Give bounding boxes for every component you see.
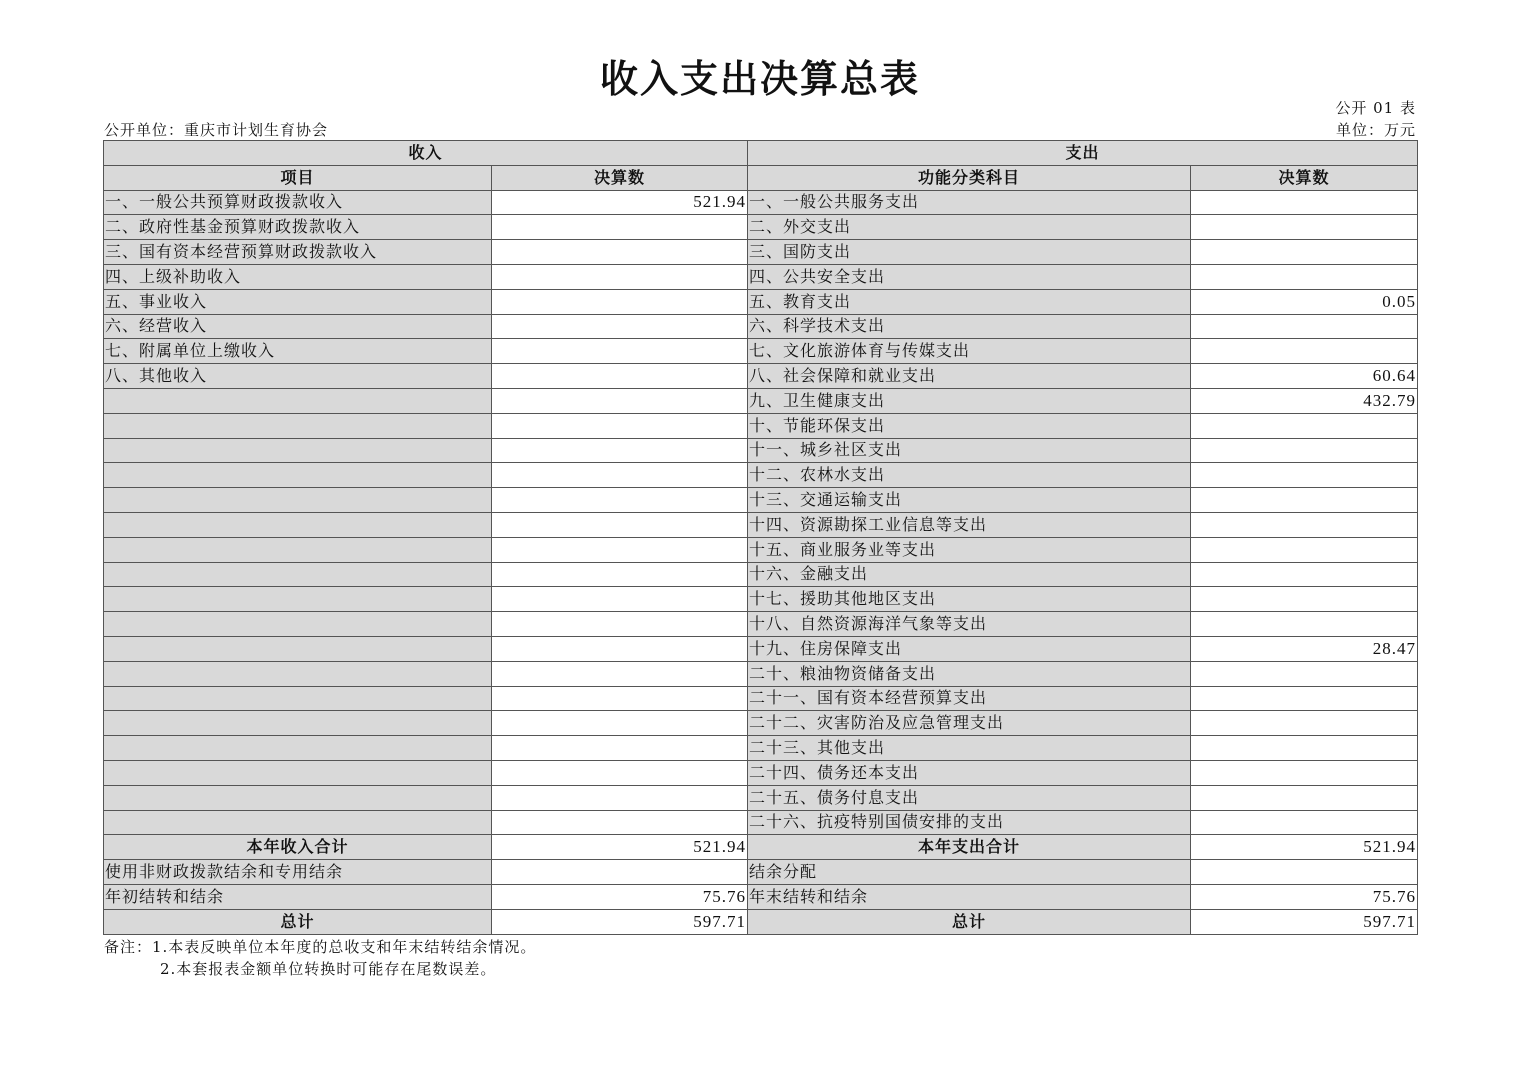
beginning-carryover-label: 年初结转和结余	[104, 884, 492, 909]
table-row	[104, 686, 1418, 711]
year-total-row	[104, 835, 1418, 860]
income-amount	[492, 612, 748, 637]
income-item-label: 一、一般公共预算财政拨款收入	[104, 190, 492, 215]
expense-amount	[1191, 736, 1418, 761]
expense-category-label: 九、卫生健康支出	[748, 388, 1191, 413]
income-item-label	[104, 686, 492, 711]
expense-category-label: 二十四、债务还本支出	[748, 760, 1191, 785]
income-amount	[492, 512, 748, 537]
grand-total-value-income: 597.71	[492, 909, 748, 934]
surplus-distribution-value	[1191, 860, 1418, 885]
income-item-label	[104, 388, 492, 413]
expense-section-header: 支出	[748, 141, 1418, 166]
expense-amount	[1191, 686, 1418, 711]
expense-amount	[1191, 612, 1418, 637]
expense-amount	[1191, 463, 1418, 488]
expense-category-label: 十八、自然资源海洋气象等支出	[748, 612, 1191, 637]
currency-unit: 单位：万元	[1335, 121, 1416, 139]
table-row	[104, 636, 1418, 661]
table-row	[104, 512, 1418, 537]
income-amount	[492, 537, 748, 562]
income-item-label	[104, 736, 492, 761]
expense-category-label: 十四、资源勘探工业信息等支出	[748, 512, 1191, 537]
expense-category-label: 八、社会保障和就业支出	[748, 364, 1191, 389]
ending-carryover-value: 75.76	[1191, 884, 1418, 909]
expense-amount	[1191, 215, 1418, 240]
income-amount	[492, 711, 748, 736]
expense-category-label: 二十二、灾害防治及应急管理支出	[748, 711, 1191, 736]
page-title: 收入支出决算总表	[599, 56, 920, 101]
expense-category-label: 二十一、国有资本经营预算支出	[748, 686, 1191, 711]
income-amount	[492, 240, 748, 265]
grand-total-value-expense: 597.71	[1191, 909, 1418, 934]
table-row	[104, 215, 1418, 240]
income-item-label	[104, 711, 492, 736]
income-item-label: 四、上级补助收入	[104, 264, 492, 289]
note-1: 备注：1.本表反映单位本年度的总收支和年末结转结余情况。	[104, 938, 537, 956]
income-amount	[492, 736, 748, 761]
year-income-total-label: 本年收入合计	[104, 835, 492, 860]
income-item-label	[104, 612, 492, 637]
income-item-label	[104, 562, 492, 587]
income-amount	[492, 686, 748, 711]
expense-category-label: 二十、粮油物资储备支出	[748, 661, 1191, 686]
expense-category-label: 二、外交支出	[748, 215, 1191, 240]
income-amount	[492, 463, 748, 488]
income-item-label	[104, 587, 492, 612]
expense-category-label: 三、国防支出	[748, 240, 1191, 265]
expense-amount	[1191, 661, 1418, 686]
income-amount	[492, 413, 748, 438]
table-row	[104, 736, 1418, 761]
expense-category-label: 二十三、其他支出	[748, 736, 1191, 761]
income-item-label	[104, 438, 492, 463]
expense-amount	[1191, 537, 1418, 562]
table-row	[104, 438, 1418, 463]
income-section-header: 收入	[104, 141, 748, 166]
expense-category-label: 一、一般公共服务支出	[748, 190, 1191, 215]
income-amount	[492, 364, 748, 389]
income-amount	[492, 289, 748, 314]
grand-total-label-income: 总计	[104, 909, 492, 934]
income-item-label	[104, 512, 492, 537]
notes	[104, 936, 536, 980]
section-header-row	[104, 141, 1418, 166]
expense-category-label: 十二、农林水支出	[748, 463, 1191, 488]
income-amount	[492, 661, 748, 686]
income-item-label	[104, 463, 492, 488]
income-amount	[492, 760, 748, 785]
table-row	[104, 289, 1418, 314]
function-category-header: 功能分类科目	[748, 165, 1191, 190]
detail-rows	[104, 190, 1418, 835]
nonfiscal-row	[104, 860, 1418, 885]
income-item-label	[104, 636, 492, 661]
expense-amount	[1191, 562, 1418, 587]
table-row	[104, 661, 1418, 686]
income-item-label	[104, 810, 492, 835]
expense-amount	[1191, 785, 1418, 810]
expense-amount-header: 决算数	[1191, 165, 1418, 190]
table-row	[104, 190, 1418, 215]
year-income-total-value: 521.94	[492, 835, 748, 860]
unit-line	[104, 119, 1416, 139]
expense-amount	[1191, 413, 1418, 438]
year-expense-total-label: 本年支出合计	[748, 835, 1191, 860]
expense-amount	[1191, 314, 1418, 339]
expense-category-label: 二十五、债务付息支出	[748, 785, 1191, 810]
form-number: 公开 01 表	[1335, 99, 1416, 117]
income-amount	[492, 339, 748, 364]
income-amount	[492, 438, 748, 463]
expense-amount	[1191, 810, 1418, 835]
table-row	[104, 785, 1418, 810]
surplus-distribution-label: 结余分配	[748, 860, 1191, 885]
income-amount	[492, 810, 748, 835]
income-amount	[492, 215, 748, 240]
table-row	[104, 587, 1418, 612]
expense-amount	[1191, 760, 1418, 785]
income-item-label: 三、国有资本经营预算财政拨款收入	[104, 240, 492, 265]
table-row	[104, 463, 1418, 488]
income-item-label	[104, 537, 492, 562]
table-row	[104, 264, 1418, 289]
income-item-label: 八、其他收入	[104, 364, 492, 389]
column-header-row	[104, 165, 1418, 190]
income-item-label: 六、经营收入	[104, 314, 492, 339]
table-row	[104, 364, 1418, 389]
expense-category-label: 十三、交通运输支出	[748, 488, 1191, 513]
carryover-row	[104, 884, 1418, 909]
expense-category-label: 六、科学技术支出	[748, 314, 1191, 339]
totals-rows	[104, 835, 1418, 934]
income-amount	[492, 314, 748, 339]
expense-category-label: 十六、金融支出	[748, 562, 1191, 587]
year-expense-total-value: 521.94	[1191, 835, 1418, 860]
expense-category-label: 十、节能环保支出	[748, 413, 1191, 438]
expense-amount: 432.79	[1191, 388, 1418, 413]
expense-amount	[1191, 438, 1418, 463]
grand-total-label-expense: 总计	[748, 909, 1191, 934]
expense-category-label: 十一、城乡社区支出	[748, 438, 1191, 463]
expense-category-label: 十九、住房保障支出	[748, 636, 1191, 661]
reporting-org: 公开单位：重庆市计划生育协会	[104, 121, 329, 139]
expense-amount: 28.47	[1191, 636, 1418, 661]
income-amount	[492, 264, 748, 289]
expense-amount	[1191, 240, 1418, 265]
expense-amount	[1191, 587, 1418, 612]
expense-amount	[1191, 512, 1418, 537]
expense-category-label: 十五、商业服务业等支出	[748, 537, 1191, 562]
income-item-label: 五、事业收入	[104, 289, 492, 314]
table-row	[104, 488, 1418, 513]
expense-amount	[1191, 711, 1418, 736]
income-amount	[492, 388, 748, 413]
note-2: 2.本套报表金额单位转换时可能存在尾数误差。	[160, 960, 497, 978]
expense-amount: 60.64	[1191, 364, 1418, 389]
income-amount	[492, 785, 748, 810]
income-amount	[492, 587, 748, 612]
income-amount	[492, 488, 748, 513]
table-row	[104, 537, 1418, 562]
income-item-label	[104, 785, 492, 810]
expense-amount	[1191, 264, 1418, 289]
income-expense-table	[103, 140, 1418, 935]
expense-category-label: 四、公共安全支出	[748, 264, 1191, 289]
income-item-label	[104, 661, 492, 686]
income-item-label	[104, 488, 492, 513]
table-row	[104, 339, 1418, 364]
expense-amount	[1191, 488, 1418, 513]
nonfiscal-surplus-label: 使用非财政拨款结余和专用结余	[104, 860, 492, 885]
table-row	[104, 388, 1418, 413]
ending-carryover-label: 年末结转和结余	[748, 884, 1191, 909]
expense-category-label: 十七、援助其他地区支出	[748, 587, 1191, 612]
table-row	[104, 240, 1418, 265]
item-header: 项目	[104, 165, 492, 190]
expense-amount: 0.05	[1191, 289, 1418, 314]
expense-category-label: 五、教育支出	[748, 289, 1191, 314]
expense-amount	[1191, 190, 1418, 215]
expense-amount	[1191, 339, 1418, 364]
income-item-label	[104, 760, 492, 785]
nonfiscal-surplus-value	[492, 860, 748, 885]
income-item-label	[104, 413, 492, 438]
income-item-label: 二、政府性基金预算财政拨款收入	[104, 215, 492, 240]
income-amount	[492, 562, 748, 587]
beginning-carryover-value: 75.76	[492, 884, 748, 909]
income-amount: 521.94	[492, 190, 748, 215]
table-row	[104, 810, 1418, 835]
table-row	[104, 612, 1418, 637]
table-row	[104, 314, 1418, 339]
expense-category-label: 二十六、抗疫特别国债安排的支出	[748, 810, 1191, 835]
table-row	[104, 562, 1418, 587]
table-row	[104, 760, 1418, 785]
expense-category-label: 七、文化旅游体育与传媒支出	[748, 339, 1191, 364]
income-amount-header: 决算数	[492, 165, 748, 190]
income-amount	[492, 636, 748, 661]
table-row	[104, 711, 1418, 736]
income-item-label: 七、附属单位上缴收入	[104, 339, 492, 364]
table-row	[104, 413, 1418, 438]
grand-total-row	[104, 909, 1418, 934]
